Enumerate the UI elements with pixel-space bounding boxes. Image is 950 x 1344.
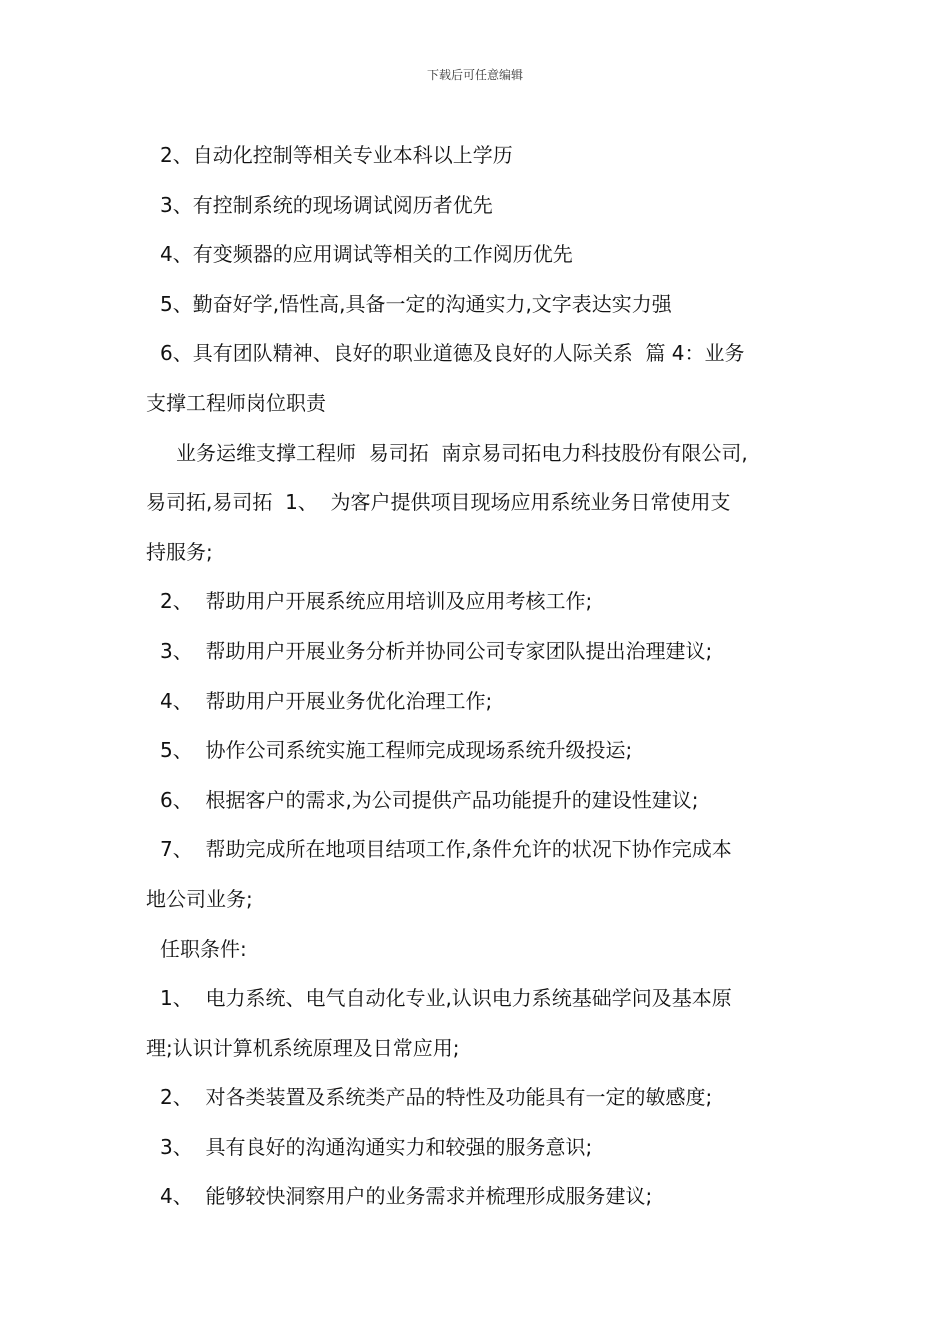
text-line: 理;认识计算机系统原理及日常应用; — [146, 1035, 460, 1060]
text-line: 2、自动化控制等相关专业本科以上学历 — [160, 143, 513, 167]
text-line: 2、 帮助用户开展系统应用培训及应用考核工作; — [160, 589, 593, 614]
text-line: 5、勤奋好学,悟性高,具备一定的沟通实力,文字表达实力强 — [160, 291, 672, 316]
text-line: 4、 能够较快洞察用户的业务需求并梳理形成服务建议; — [160, 1184, 653, 1209]
text-line: 地公司业务; — [146, 886, 253, 911]
text-line: 5、 协作公司系统实施工程师完成现场系统升级投运; — [160, 738, 633, 763]
text-line: 易司拓,易司拓 1、 为客户提供项目现场应用系统业务日常使用支 — [146, 490, 731, 515]
text-line: 支撑工程师岗位职责 — [146, 390, 326, 415]
text-line: 2、 对各类装置及系统类产品的特性及功能具有一定的敏感度; — [160, 1085, 713, 1110]
section-heading: 任职条件: — [160, 936, 247, 961]
text-line: 4、有变频器的应用调试等相关的工作阅历优先 — [160, 242, 573, 267]
text-line: 6、具有团队精神、良好的职业道德及良好的人际关系 篇 4：业务 — [160, 341, 745, 366]
document-body — [146, 131, 810, 1222]
text-line: 6、 根据客户的需求,为公司提供产品功能提升的建设性建议; — [160, 787, 699, 812]
text-line: 3、 帮助用户开展业务分析并协同公司专家团队提出治理建议; — [160, 638, 713, 663]
text-line: 3、有控制系统的现场调试阅历者优先 — [160, 192, 493, 217]
text-line: 7、 帮助完成所在地项目结项工作,条件允许的状况下协作完成本 — [160, 837, 732, 862]
page-header: 下载后可任意编辑 — [426, 68, 523, 82]
text-line: 业务运维支撑工程师 易司拓 南京易司拓电力科技股份有限公司, — [176, 440, 748, 465]
text-line: 4、 帮助用户开展业务优化治理工作; — [160, 688, 493, 713]
text-line: 持服务; — [146, 539, 213, 564]
text-line: 1、 电力系统、电气自动化专业,认识电力系统基础学问及基本原 — [160, 986, 732, 1011]
text-line: 3、 具有良好的沟通沟通实力和较强的服务意识; — [160, 1134, 593, 1159]
